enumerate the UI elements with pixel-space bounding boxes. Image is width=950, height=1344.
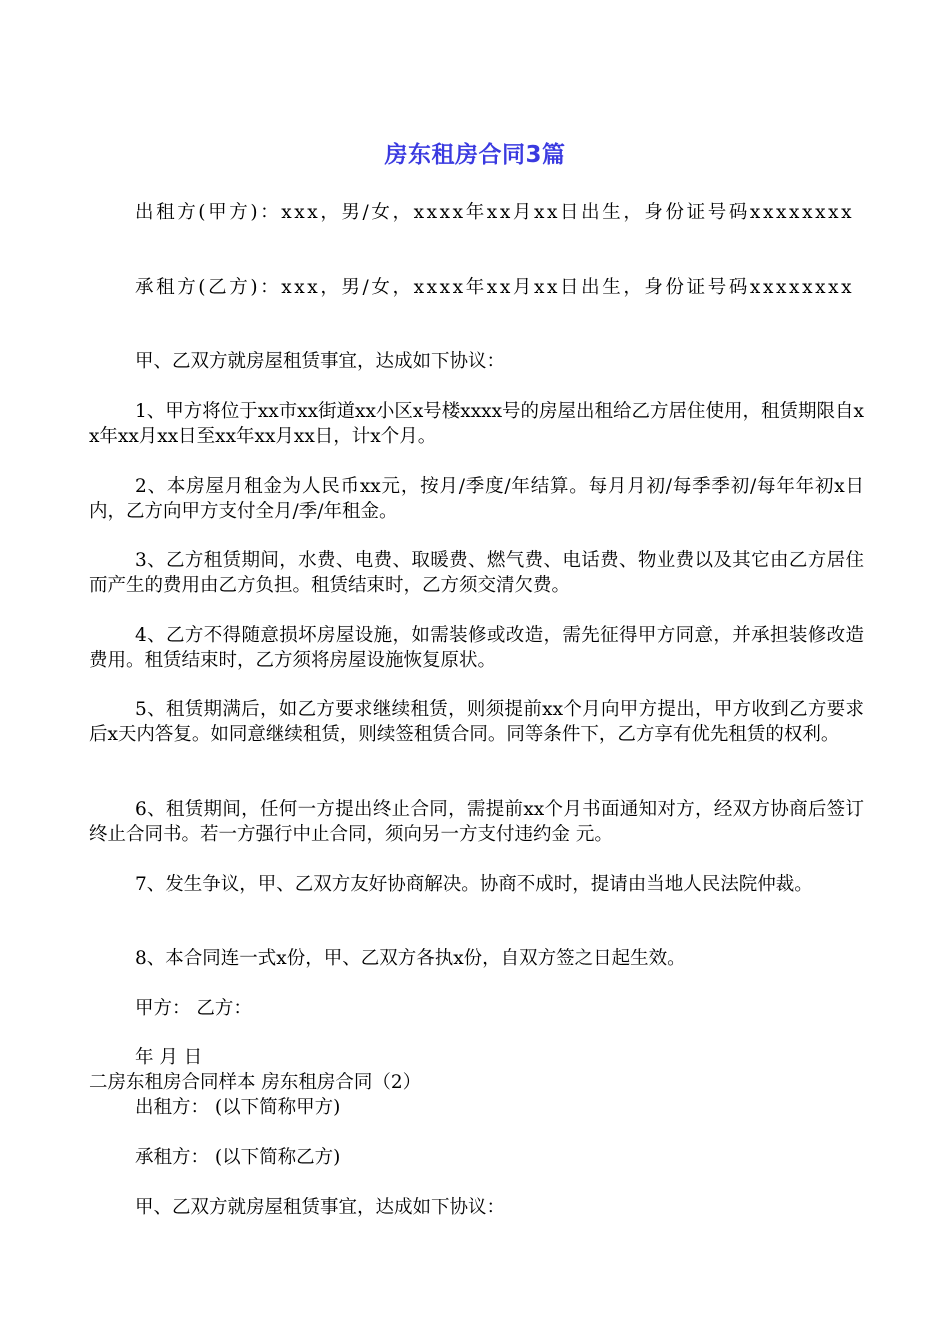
paragraph-clause-8: 8、本合同连一式x份，甲、乙双方各执x份，自双方签之日起生效。	[135, 948, 686, 969]
signature-parties: 甲方： 乙方：	[135, 998, 252, 1019]
paragraph-clause-5: 5、租赁期满后，如乙方要求继续租赁，则须提前xx个月向甲方提出，甲方收到乙方要求后x天内答复。如同意继续租赁，则续签租赁合同。同等条件下，乙方享有优先租赁的权利。	[89, 699, 864, 745]
paragraph-lessor-2: 出租方： (以下简称甲方)	[135, 1097, 341, 1118]
paragraph-lessee-2: 承租方： (以下简称乙方)	[135, 1147, 341, 1168]
paragraph-clause-7: 7、发生争议，甲、乙双方友好协商解决。协商不成时，提请由当地人民法院仲裁。	[135, 874, 813, 895]
paragraph-clause-4: 4、乙方不得随意损坏房屋设施，如需装修或改造，需先征得甲方同意，并承担装修改造费用。租赁结束时，乙方须将房屋设施恢复原状。	[89, 625, 864, 671]
paragraph-clause-1: 1、甲方将位于xx市xx街道xx小区x号楼xxxx号的房屋出租给乙方居住使用，租赁期限自xx年xx月xx日至xx年xx月xx日，计x个月。	[89, 401, 864, 447]
paragraph-agreement-intro-2: 甲、乙双方就房屋租赁事宜，达成如下协议：	[135, 1197, 506, 1218]
document-title: 房东租房合同3篇	[384, 142, 566, 168]
paragraph-lessor: 出租方(甲方)：xxx，男/女，xxxx年xx月xx日出生，身份证号码xxxxxxxx	[135, 202, 855, 223]
signature-date: 年 月 日	[135, 1047, 203, 1068]
paragraph-agreement-intro: 甲、乙双方就房屋租赁事宜，达成如下协议：	[135, 351, 506, 372]
paragraph-clause-2: 2、本房屋月租金为人民币xx元，按月/季度/年结算。每月月初/每季季初/每年年初x日内，乙方向甲方支付全月/季/年租金。	[89, 476, 864, 522]
paragraph-clause-6: 6、租赁期间，任何一方提出终止合同，需提前xx个月书面通知对方，经双方协商后签订终止合同书。若一方强行中止合同，须向另一方支付违约金 元。	[89, 799, 864, 845]
paragraph-lessee: 承租方(乙方)：xxx，男/女，xxxx年xx月xx日出生，身份证号码xxxxxxxx	[135, 277, 855, 298]
paragraph-clause-3: 3、乙方租赁期间，水费、电费、取暖费、燃气费、电话费、物业费以及其它由乙方居住而产生的费用由乙方负担。租赁结束时，乙方须交清欠费。	[89, 550, 864, 596]
section-heading-contract-2: 二房东租房合同样本 房东租房合同（2）	[89, 1072, 422, 1093]
